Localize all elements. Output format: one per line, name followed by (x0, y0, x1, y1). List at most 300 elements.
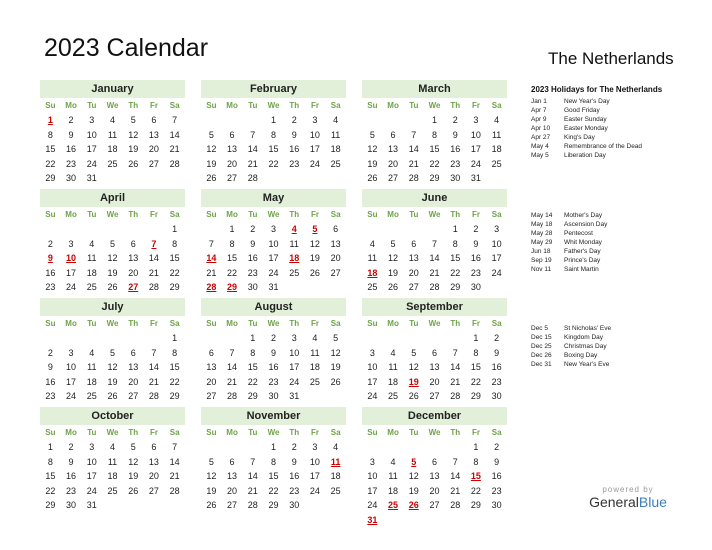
day-cell: 13 (388, 144, 399, 155)
weekday-label: Sa (330, 101, 341, 110)
day-cell: 29 (169, 282, 180, 293)
holiday-name: Kingdom Day (564, 334, 604, 341)
day-grid (201, 113, 346, 186)
day-cell: 18 (330, 471, 341, 482)
day-cell: 4 (369, 238, 375, 249)
day-cell: 7 (411, 129, 417, 140)
weekday-label: We (428, 428, 441, 437)
empty-cell (383, 331, 404, 346)
day-cell: 8 (270, 456, 276, 467)
holiday-item (531, 97, 662, 106)
day-cell: 26 (206, 500, 217, 511)
day-cell: 13 (206, 362, 217, 373)
day-cell: 5 (208, 129, 214, 140)
day-cell: 28 (247, 500, 258, 511)
holiday-day: 14 (206, 253, 217, 264)
day-cell: 27 (429, 500, 440, 511)
day-cell: 11 (107, 456, 118, 467)
day-cell: 3 (68, 347, 74, 358)
empty-cell (383, 113, 404, 128)
day-cell: 12 (107, 362, 118, 373)
day-cell: 22 (470, 376, 481, 387)
weekday-label: Mo (226, 210, 238, 219)
weekday-header (40, 426, 185, 440)
empty-cell (383, 440, 404, 455)
day-cell: 8 (473, 347, 479, 358)
holiday-date: Jan 1 (531, 98, 547, 105)
day-cell: 1 (172, 224, 178, 234)
day-cell: 19 (107, 376, 118, 387)
weekday-label: We (106, 428, 119, 437)
day-cell: 19 (206, 485, 217, 496)
day-cell: 29 (470, 500, 481, 511)
day-cell: 4 (494, 115, 500, 125)
empty-cell (201, 113, 222, 128)
day-cell: 13 (227, 471, 238, 482)
day-cell: 6 (151, 115, 157, 125)
day-cell: 7 (229, 347, 235, 358)
day-cell: 11 (367, 253, 378, 264)
day-cell: 3 (291, 333, 297, 343)
day-cell: 27 (227, 173, 238, 184)
day-grid (201, 331, 346, 404)
day-cell: 8 (172, 347, 178, 358)
weekday-label: Th (289, 428, 300, 437)
weekday-label: Th (450, 210, 461, 219)
weekday-label: Mo (387, 210, 399, 219)
empty-cell (383, 222, 404, 237)
weekday-header (362, 99, 507, 113)
day-cell: 1 (270, 115, 276, 125)
day-cell: 23 (66, 485, 77, 496)
month-title: June (362, 189, 507, 207)
weekday-label: Tu (248, 101, 258, 110)
weekday-label: Mo (65, 210, 77, 219)
holiday-item (531, 115, 662, 124)
day-cell: 30 (491, 500, 502, 511)
month-october (40, 407, 185, 513)
day-cell: 12 (107, 253, 118, 264)
day-grid (201, 440, 346, 513)
holiday-day: 7 (151, 238, 157, 249)
holiday-item (531, 106, 662, 115)
weekday-label: Su (206, 319, 217, 328)
weekday-label: Tu (409, 210, 419, 219)
day-cell: 27 (227, 500, 238, 511)
empty-cell (403, 331, 424, 346)
day-cell: 7 (172, 115, 178, 125)
day-cell: 30 (247, 282, 258, 293)
day-cell: 16 (45, 267, 56, 278)
weekday-label: Th (289, 101, 300, 110)
day-cell: 19 (206, 158, 217, 169)
day-cell: 5 (390, 238, 396, 249)
day-cell: 17 (289, 362, 300, 373)
day-cell: 13 (429, 471, 440, 482)
holiday-item (531, 238, 607, 247)
weekday-label: Su (367, 319, 378, 328)
day-cell: 20 (330, 253, 341, 264)
day-cell: 26 (330, 376, 341, 387)
day-cell: 26 (128, 485, 139, 496)
day-cell: 4 (333, 115, 339, 125)
holiday-item (531, 351, 611, 360)
day-cell: 15 (227, 253, 238, 264)
weekday-label: Th (450, 428, 461, 437)
day-cell: 15 (268, 144, 279, 155)
day-cell: 17 (309, 471, 320, 482)
day-cell: 24 (66, 282, 77, 293)
day-cell: 26 (107, 282, 118, 293)
day-cell: 6 (411, 238, 417, 249)
day-cell: 22 (450, 267, 461, 278)
day-cell: 21 (450, 376, 461, 387)
empty-cell (222, 440, 243, 455)
weekday-label: Tu (248, 319, 258, 328)
day-cell: 21 (169, 144, 180, 155)
weekday-label: Su (45, 210, 56, 219)
weekday-label: Fr (149, 101, 158, 110)
holiday-item (531, 133, 662, 142)
month-title: October (40, 407, 185, 425)
day-cell: 20 (408, 267, 419, 278)
day-cell: 9 (68, 456, 74, 467)
day-grid (362, 331, 507, 404)
day-cell: 24 (289, 376, 300, 387)
day-cell: 8 (452, 238, 458, 249)
day-cell: 6 (130, 347, 136, 358)
day-cell: 13 (330, 238, 341, 249)
weekday-label: Tu (87, 428, 97, 437)
day-cell: 10 (66, 362, 77, 373)
day-cell: 7 (431, 238, 437, 249)
month-november (201, 407, 346, 513)
weekday-label: Tu (87, 319, 97, 328)
weekday-label: Tu (87, 101, 97, 110)
day-cell: 12 (388, 253, 399, 264)
day-cell: 11 (491, 129, 502, 140)
day-cell: 6 (151, 442, 157, 452)
day-cell: 5 (130, 442, 136, 452)
day-cell: 29 (247, 391, 258, 402)
holiday-item (531, 265, 607, 274)
day-cell: 27 (408, 282, 419, 293)
day-cell: 16 (66, 144, 77, 155)
day-cell: 3 (473, 115, 479, 125)
brand-logo (588, 485, 668, 510)
day-cell: 16 (289, 471, 300, 482)
day-cell: 18 (388, 485, 399, 496)
weekday-label: We (267, 428, 280, 437)
weekday-label: Th (289, 210, 300, 219)
day-cell: 26 (408, 391, 419, 402)
day-cell: 27 (206, 391, 217, 402)
day-cell: 22 (227, 267, 238, 278)
holiday-day: 18 (367, 267, 378, 278)
day-cell: 31 (289, 391, 300, 402)
holiday-name: Boxing Day (564, 352, 598, 359)
day-cell: 3 (369, 456, 375, 467)
day-cell: 21 (247, 485, 258, 496)
month-august (201, 298, 346, 404)
weekday-label: Th (128, 319, 139, 328)
day-cell: 13 (128, 362, 139, 373)
holiday-date: Dec 5 (531, 325, 548, 332)
day-cell: 29 (429, 173, 440, 184)
weekday-label: Fr (149, 210, 158, 219)
day-cell: 16 (470, 253, 481, 264)
weekday-header (201, 99, 346, 113)
day-cell: 22 (470, 485, 481, 496)
day-cell: 29 (45, 173, 56, 184)
weekday-label: Mo (387, 319, 399, 328)
day-cell: 25 (330, 485, 341, 496)
weekday-label: Su (45, 428, 56, 437)
day-cell: 28 (169, 485, 180, 496)
day-cell: 2 (68, 115, 74, 125)
day-cell: 23 (470, 267, 481, 278)
holiday-item (531, 360, 611, 369)
weekday-label: We (428, 101, 441, 110)
empty-cell (201, 222, 222, 237)
day-cell: 20 (388, 158, 399, 169)
day-cell: 22 (429, 158, 440, 169)
day-cell: 4 (333, 442, 339, 452)
weekday-label: We (106, 101, 119, 110)
day-cell: 27 (330, 267, 341, 278)
holiday-day: 18 (289, 253, 300, 264)
holiday-date: Apr 9 (531, 116, 547, 123)
day-cell: 26 (128, 158, 139, 169)
day-cell: 5 (333, 333, 339, 343)
holiday-item (531, 333, 611, 342)
holiday-day: 9 (47, 253, 53, 264)
day-cell: 9 (494, 456, 500, 467)
empty-cell (362, 222, 383, 237)
day-cell: 4 (109, 115, 115, 125)
empty-cell (445, 440, 466, 455)
day-cell: 9 (68, 129, 74, 140)
day-cell: 23 (268, 376, 279, 387)
weekday-label: Fr (471, 428, 480, 437)
day-cell: 20 (128, 267, 139, 278)
weekday-label: Sa (169, 428, 180, 437)
day-cell: 22 (268, 158, 279, 169)
empty-cell (201, 331, 222, 346)
day-cell: 18 (107, 471, 118, 482)
holiday-name: Good Friday (564, 107, 600, 114)
day-cell: 4 (312, 333, 318, 343)
holiday-day: 5 (411, 456, 417, 467)
day-cell: 25 (86, 282, 97, 293)
holiday-name: Prince's Day (564, 257, 601, 264)
day-cell: 17 (309, 144, 320, 155)
month-title: April (40, 189, 185, 207)
day-cell: 1 (452, 224, 458, 234)
weekday-label: Sa (330, 319, 341, 328)
day-cell: 19 (128, 144, 139, 155)
day-cell: 7 (208, 238, 214, 249)
day-cell: 29 (470, 391, 481, 402)
day-cell: 12 (128, 129, 139, 140)
weekday-label: Mo (65, 101, 77, 110)
weekday-label: We (267, 319, 280, 328)
holiday-date: Jun 18 (531, 248, 551, 255)
holiday-date: May 28 (531, 230, 553, 237)
day-cell: 15 (169, 253, 180, 264)
day-cell: 19 (330, 362, 341, 373)
day-cell: 9 (291, 129, 297, 140)
weekday-label: Fr (149, 319, 158, 328)
day-cell: 16 (45, 376, 56, 387)
day-cell: 17 (268, 253, 279, 264)
day-cell: 12 (128, 456, 139, 467)
day-cell: 2 (250, 224, 256, 234)
weekday-label: Fr (310, 101, 319, 110)
day-cell: 11 (388, 471, 398, 482)
day-cell: 26 (107, 391, 118, 402)
day-cell: 30 (66, 500, 77, 511)
weekday-label: Sa (330, 428, 341, 437)
day-cell: 11 (107, 129, 118, 140)
day-grid (40, 222, 185, 310)
day-cell: 5 (130, 115, 136, 125)
day-cell: 25 (107, 158, 118, 169)
day-cell: 4 (89, 238, 95, 249)
weekday-label: We (267, 210, 280, 219)
day-cell: 23 (247, 267, 258, 278)
day-cell: 29 (169, 391, 180, 402)
day-cell: 24 (470, 158, 481, 169)
day-cell: 9 (473, 238, 479, 249)
day-cell: 11 (87, 253, 97, 264)
day-cell: 17 (491, 253, 502, 264)
holiday-name: Whit Monday (564, 239, 602, 246)
day-cell: 19 (128, 471, 139, 482)
day-cell: 5 (109, 238, 115, 249)
day-cell: 28 (247, 173, 258, 184)
empty-cell (445, 331, 466, 346)
month-june (362, 189, 507, 295)
day-cell: 3 (312, 115, 318, 125)
weekday-label: Sa (169, 210, 180, 219)
weekday-header (201, 426, 346, 440)
day-cell: 23 (491, 376, 502, 387)
day-cell: 25 (491, 158, 502, 169)
day-cell: 20 (429, 485, 440, 496)
day-cell: 17 (86, 144, 97, 155)
day-cell: 31 (470, 173, 481, 184)
holiday-name: Easter Monday (564, 125, 608, 132)
day-cell: 3 (369, 347, 375, 358)
day-cell: 8 (229, 238, 235, 249)
day-cell: 15 (169, 362, 180, 373)
day-grid (40, 113, 185, 186)
holiday-day: 5 (312, 224, 318, 234)
day-cell: 28 (148, 282, 159, 293)
empty-cell (403, 113, 424, 128)
weekday-label: Mo (226, 428, 238, 437)
day-cell: 6 (390, 129, 396, 140)
weekday-label: Su (367, 101, 378, 110)
day-cell: 26 (309, 267, 320, 278)
day-cell: 14 (169, 456, 180, 467)
weekday-label: Fr (310, 319, 319, 328)
month-title: September (362, 298, 507, 316)
month-title: August (201, 298, 346, 316)
weekday-label: We (106, 319, 119, 328)
weekday-label: Th (450, 319, 461, 328)
day-cell: 2 (494, 442, 500, 452)
weekday-label: Mo (226, 319, 238, 328)
holiday-name: St Nicholas' Eve (564, 325, 612, 332)
day-grid (362, 113, 507, 186)
weekday-label: Su (367, 210, 378, 219)
holiday-item (531, 220, 607, 229)
day-cell: 24 (66, 391, 77, 402)
day-cell: 10 (309, 456, 320, 467)
holiday-date: Dec 15 (531, 334, 552, 341)
day-cell: 18 (107, 144, 118, 155)
empty-cell (222, 113, 243, 128)
day-cell: 4 (390, 456, 396, 467)
weekday-label: Sa (491, 210, 502, 219)
weekday-label: Tu (87, 210, 97, 219)
holiday-day: 27 (128, 282, 139, 293)
day-cell: 14 (450, 471, 461, 482)
month-september (362, 298, 507, 404)
day-cell: 24 (309, 158, 320, 169)
holiday-date: Dec 26 (531, 352, 552, 359)
day-cell: 18 (86, 376, 97, 387)
day-cell: 27 (148, 485, 159, 496)
empty-cell (424, 222, 445, 237)
day-cell: 24 (309, 485, 320, 496)
weekday-label: Sa (491, 428, 502, 437)
day-cell: 15 (429, 144, 440, 155)
day-cell: 29 (268, 500, 279, 511)
weekday-label: We (428, 319, 441, 328)
holiday-day: 29 (227, 282, 238, 293)
holiday-day: 26 (408, 500, 419, 511)
day-cell: 25 (289, 267, 300, 278)
weekday-header (201, 208, 346, 222)
day-cell: 14 (169, 129, 180, 140)
day-cell: 1 (473, 442, 479, 452)
month-title: July (40, 298, 185, 316)
month-december (362, 407, 507, 528)
day-cell: 22 (268, 485, 279, 496)
day-cell: 21 (148, 267, 159, 278)
day-cell: 30 (450, 173, 461, 184)
day-cell: 8 (270, 129, 276, 140)
weekday-header (362, 426, 507, 440)
day-cell: 24 (491, 267, 502, 278)
month-may (201, 189, 346, 295)
day-cell: 30 (470, 282, 481, 293)
empty-cell (424, 440, 445, 455)
month-title: March (362, 80, 507, 98)
weekday-header (40, 317, 185, 331)
weekday-label: Mo (387, 428, 399, 437)
weekday-label: Mo (387, 101, 399, 110)
empty-cell (362, 331, 383, 346)
holiday-name: Easter Sunday (564, 116, 607, 123)
holiday-item (531, 151, 662, 160)
day-cell: 2 (47, 347, 53, 358)
day-cell: 8 (47, 456, 53, 467)
day-cell: 23 (66, 158, 77, 169)
